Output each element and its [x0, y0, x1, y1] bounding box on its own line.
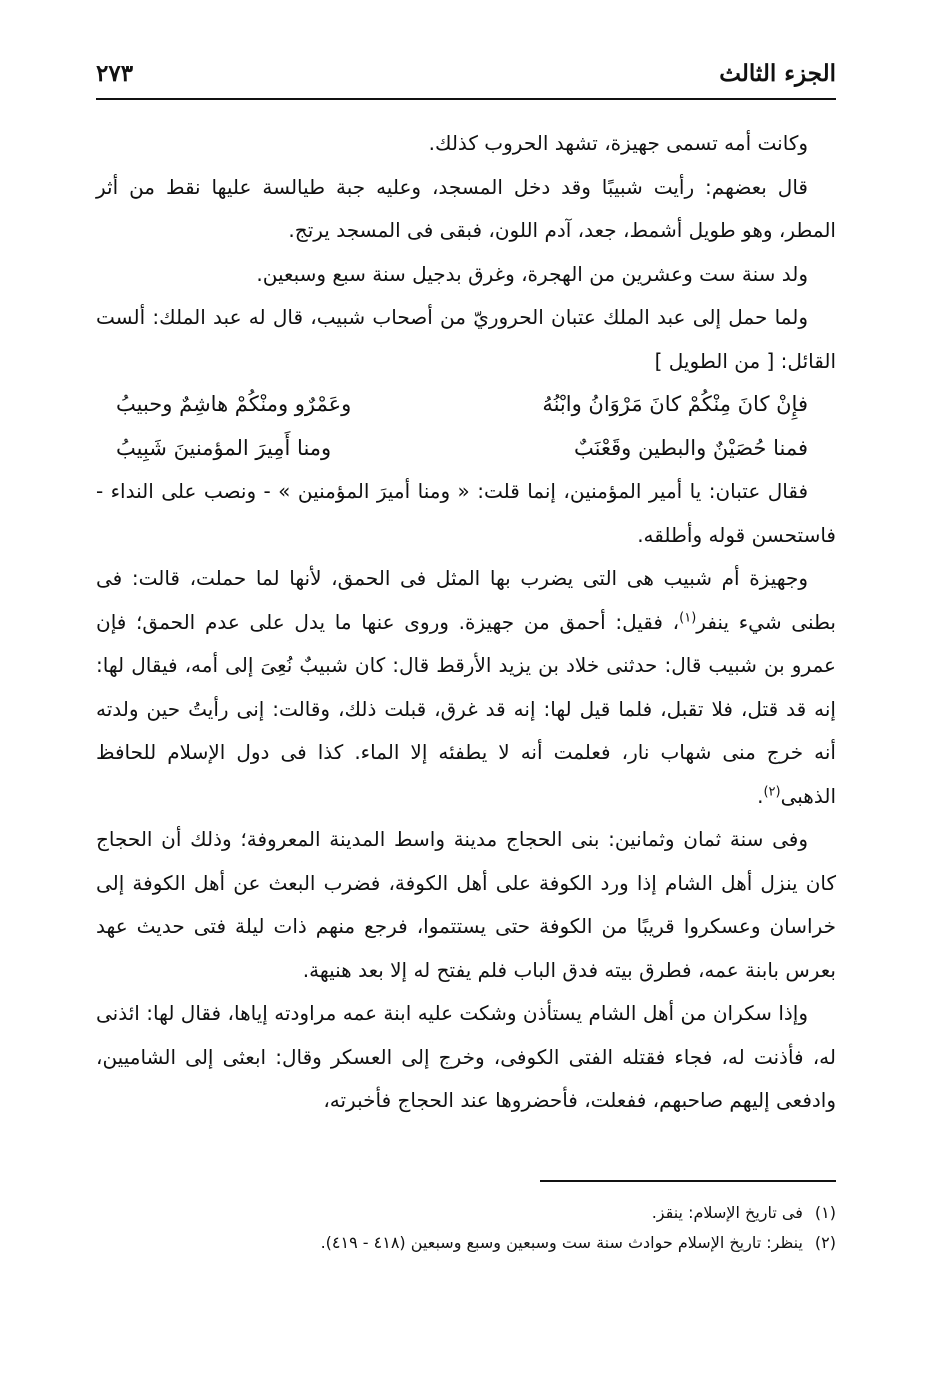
footnote-number: (١) — [814, 1203, 836, 1222]
paragraph: ولما حمل إلى عبد الملك عتبان الحروريّ من أصحاب شبيب، قال له عبد الملك: ألست القائل: [ من الطويل ] — [96, 305, 836, 373]
paragraph: وكانت أمه تسمى جهيزة، تشهد الحروب كذلك. — [428, 131, 808, 155]
verse-second-hemistich: ومنا أَمِيرَ المؤمنينَ شَبِيبُ — [116, 435, 332, 460]
footnote-text: ينظر: تاريخ الإسلام حوادث سنة ست وسبعين وسبع وسبعين (٤١٨ - ٤١٩). — [320, 1233, 803, 1252]
verse-second-hemistich: وعَمْرٌو ومنْكُمْ هاشِمٌ وحبيبُ — [116, 392, 352, 416]
page-header — [96, 58, 836, 94]
footnote — [96, 1198, 836, 1228]
paragraph: وفى سنة ثمان وثمانين: بنى الحجاج مدينة واسط المدينة المعروفة؛ وذلك أن الحجاج كان ينزل أهل الشام إذا ورد الكوفة على أهل الكوفة، فضرب البعث عن أهل الكوفة إلى خراسان وعسكروا قريبًا من الكوفة حتى يستتموا، فرجع منهم ذات ليلة فتى حديث عهد بعرس بابنة عمه، فطرق بيته فدق الباب فلم يفتح له إلا بعد هنيهة. — [96, 827, 836, 982]
footnote-text: فى تاريخ الإسلام: ينقز. — [651, 1203, 803, 1222]
footnote-separator — [540, 1180, 836, 1182]
footnotes — [96, 1198, 836, 1258]
paragraph-text: ، فقيل: أحمق من جهيزة. وروى عنها ما يدل على عدم الحمق؛ فإن عمرو بن شبيب قال: حدثنى خلاد بن يزيد الأرقط قال: كان شبيبٌ نُعِىَ إلى أمه، فيقال لها: إنه قد قتل، فلا تقبل، فلما قيل لها: إنه قد غرق، قبلت ذلك، وقالت: إنى رأيتُ حين ولدته أنه خرج منى شهاب نار، فعلمت أنه لا يطفئه إلا الماء. كذا فى دول الإسلام للحافظ الذهبى — [96, 609, 836, 808]
running-head: الجزء الثالث — [719, 60, 836, 87]
poem-verse — [96, 383, 836, 427]
page-number: ٢٧٣ — [96, 60, 134, 87]
footnote-reference[interactable]: (١) — [679, 609, 697, 625]
paragraph: فقال عتبان: يا أمير المؤمنين، إنما قلت: « ومنا أميرَ المؤمنين » - ونصب على النداء - فاستحسن قوله وأطلقه. — [96, 479, 836, 547]
footnote — [96, 1228, 836, 1258]
paragraph — [96, 557, 836, 818]
verse-first-hemistich: فمنا حُصَيْنٌ والبطين وقَعْنَبٌ — [574, 435, 808, 460]
footnote-number: (٢) — [814, 1233, 836, 1252]
footnote-reference[interactable]: (٢) — [763, 783, 781, 799]
paragraph: قال بعضهم: رأيت شبيبًا وقد دخل المسجد، وعليه جبة طيالسة عليها نقط من أثر المطر، وهو طويل أشمط، جعد، آدم اللون، فبقى فى المسجد يرتج. — [96, 174, 836, 242]
paragraph: وإذا سكران من أهل الشام يستأذن وشكت عليه ابنة عمه مراودته إياها، فقال لها: ائذنى له، فأذنت له، فجاء فقتله الفتى الكوفى، وخرج إلى العسكر وقال: ابعثى إلى الشاميين، وادفعى إليهم صاحبهم، ففعلت، فأحضروها عند الحجاج فأخبرته، — [96, 1001, 836, 1112]
paragraph: ولد سنة ست وعشرين من الهجرة، وغرق بدجيل سنة سبع وسبعين. — [256, 261, 808, 286]
header-rule — [96, 98, 836, 100]
paragraph-text: وجهيزة أم شبيب هى التى يضرب بها المثل فى الحمق، لأنها لما حملت، قالت: فى بطنى شيء ينفر — [96, 566, 836, 634]
main-text — [96, 122, 836, 1123]
paragraph-text: . — [757, 783, 764, 808]
verse-first-hemistich: فإِنْ كانَ مِنْكُمْ كانَ مَرْوَانُ وابْنُهُ — [542, 392, 808, 416]
poem-verse — [96, 427, 836, 471]
